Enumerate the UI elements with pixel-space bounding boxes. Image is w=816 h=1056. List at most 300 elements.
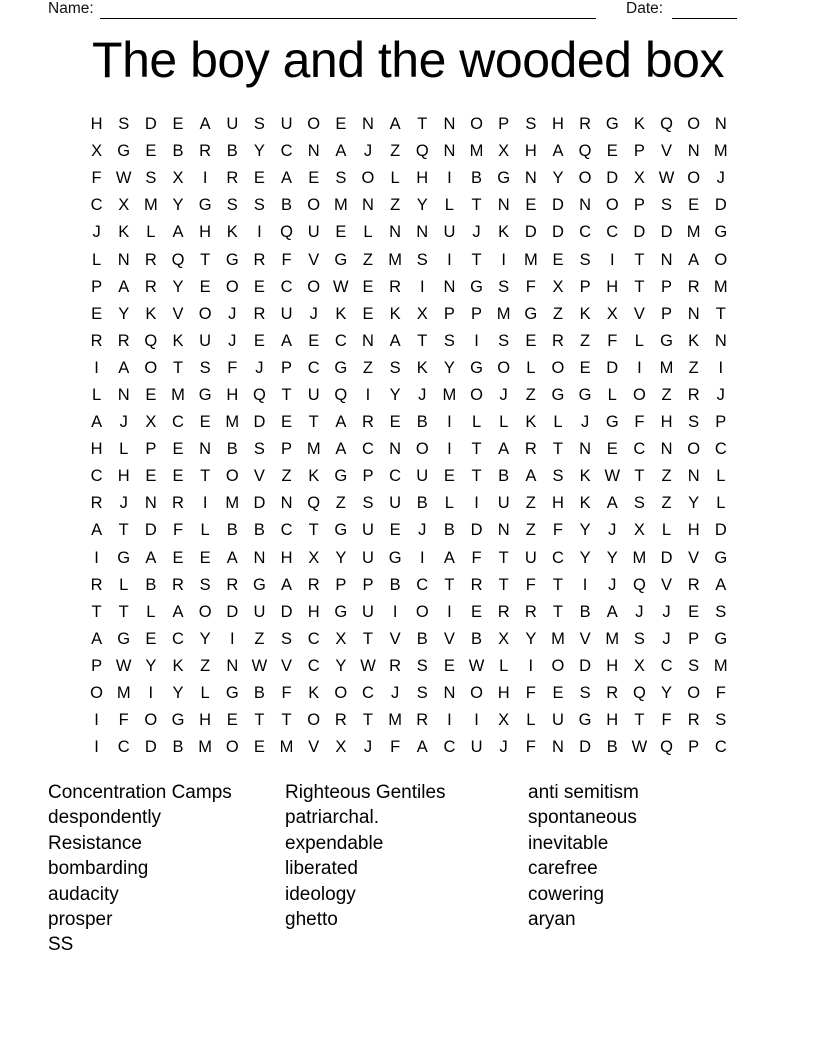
grid-letter: J [716,385,725,404]
grid-letter: S [416,250,428,269]
grid-letter: K [145,304,157,323]
grid-letter: I [637,358,642,377]
grid-letter: G [252,575,266,594]
grid-letter: V [579,629,591,648]
grid-letter: M [388,250,402,269]
grid-letter: D [524,223,537,242]
grid-letter: Y [606,548,618,567]
grid-letter: A [172,602,184,621]
grid-letter: H [660,413,673,432]
grid-letter: O [307,711,321,730]
grid-letter: L [716,467,726,486]
grid-letter: Z [661,494,672,513]
grid-letter: I [447,169,452,188]
grid-letter: T [444,575,455,594]
grid-letter: A [389,115,401,134]
grid-letter: M [198,738,212,757]
grid-letter: F [227,358,238,377]
grid-letter: N [552,738,564,757]
grid-letter: X [91,142,103,161]
grid-letter: L [444,196,454,215]
grid-letter: Y [199,629,211,648]
grid-letter: A [199,115,211,134]
grid-letter: A [281,575,293,594]
grid-letter: R [579,115,592,134]
grid-letter: N [497,196,510,215]
grid-letter: C [280,142,293,161]
grid-letter: H [90,115,103,134]
grid-letter: X [145,413,157,432]
grid-letter: I [501,250,506,269]
grid-letter: G [117,142,131,161]
grid-letter: I [474,711,479,730]
grid-letter: J [228,304,237,323]
grid-letter: L [661,521,672,540]
grid-letter: B [579,602,591,621]
word-list [48,780,639,958]
grid-letter: J [363,738,373,757]
grid-letter: V [661,575,673,594]
grid-letter: X [118,196,130,215]
grid-letter: A [525,467,537,486]
grid-letter: M [551,629,565,648]
grid-letter: Z [390,196,401,215]
grid-letter: G [660,331,673,350]
grid-letter: R [470,575,483,594]
grid-letter: S [443,331,455,350]
grid-letter: S [253,196,265,215]
grid-letter: U [362,548,374,567]
grid-letter: N [443,142,456,161]
grid-letter: O [198,304,212,323]
grid-letter: P [362,467,374,486]
grid-letter: C [714,738,727,757]
grid-letter: T [634,467,645,486]
grid-letter: S [579,250,591,269]
grid-letter: S [118,115,130,134]
grid-letter: X [498,142,510,161]
grid-letter: L [607,385,617,404]
grid-letter: F [281,250,292,269]
grid-letter: M [605,629,620,648]
grid-letter: R [362,413,374,432]
grid-letter: D [579,656,592,675]
grid-letter: I [148,684,154,703]
grid-letter: L [119,575,129,594]
grid-letter: S [416,684,428,703]
grid-letter: W [115,169,132,188]
grid-letter: A [715,575,727,594]
grid-letter: N [443,115,456,134]
grid-letter: Y [525,629,537,648]
grid-letter: O [415,440,429,459]
grid-letter: K [335,304,347,323]
word-list-item: carefree [528,858,598,880]
grid-letter: V [661,142,673,161]
grid-letter: O [470,385,483,404]
grid-letter: U [253,602,266,621]
grid-letter: W [360,656,376,675]
grid-letter: C [389,467,402,486]
grid-letter: F [607,331,618,350]
grid-letter: S [416,656,428,675]
grid-letter: B [281,196,293,215]
grid-letter: X [416,304,428,323]
grid-letter: O [497,358,511,377]
grid-letter: D [552,196,564,215]
grid-letter: E [145,385,157,404]
grid-letter: K [688,331,700,350]
grid-letter: R [90,494,103,513]
word-list-item: aryan [528,909,576,931]
grid-letter: R [172,575,184,594]
grid-letter: N [524,169,537,188]
grid-letter: F [552,521,563,540]
grid-letter: K [172,656,184,675]
word-list-item: inevitable [528,832,609,854]
grid-letter: Z [362,358,374,377]
grid-letter: V [389,629,401,648]
grid-letter: C [90,467,103,486]
grid-letter: C [90,196,103,215]
word-search-grid [83,111,734,761]
grid-letter: T [634,711,645,730]
grid-letter: G [578,711,592,730]
word-list-item: Concentration Camps [48,782,232,803]
grid-letter: U [389,494,402,513]
grid-letter: U [199,331,212,350]
grid-letter: T [254,711,265,730]
grid-letter: C [172,413,184,432]
grid-letter: C [660,656,673,675]
grid-letter: E [443,656,455,675]
puzzle-title: The boy and the wooded box [92,32,724,88]
grid-letter: R [117,331,130,350]
grid-letter: U [470,738,483,757]
grid-letter: B [226,440,238,459]
grid-letter: C [552,548,564,567]
grid-letter: T [634,277,645,296]
grid-letter: N [687,467,700,486]
grid-letter: G [225,684,239,703]
grid-letter: F [118,711,129,730]
grid-letter: R [416,711,429,730]
grid-letter: Z [335,494,346,513]
grid-letter: G [171,711,185,730]
grid-letter: C [443,738,456,757]
grid-letter: E [552,684,564,703]
grid-letter: F [281,684,292,703]
grid-letter: O [361,169,375,188]
grid-letter: D [660,223,673,242]
grid-letter: H [280,548,293,567]
grid-letter: B [606,738,618,757]
grid-letter: L [634,331,644,350]
grid-letter: O [334,684,348,703]
grid-letter: L [91,250,102,269]
grid-letter: M [523,250,538,269]
grid-letter: S [335,169,347,188]
grid-letter: D [660,548,673,567]
grid-letter: K [498,223,510,242]
grid-letter: I [392,602,398,621]
grid-letter: C [117,738,130,757]
grid-letter: V [281,656,293,675]
grid-letter: T [362,711,374,730]
grid-letter: T [417,331,428,350]
grid-letter: E [199,277,211,296]
grid-letter: L [471,413,482,432]
grid-letter: Q [334,385,348,404]
grid-letter: H [606,277,619,296]
grid-letter: W [333,277,349,296]
grid-letter: N [714,331,727,350]
grid-letter: K [416,358,428,377]
grid-letter: L [553,413,563,432]
grid-letter: H [307,602,320,621]
grid-letter: B [145,575,157,594]
grid-letter: T [715,304,726,323]
grid-letter: U [443,223,456,242]
grid-letter: B [253,521,265,540]
grid-letter: A [145,548,157,567]
grid-letter: R [144,250,157,269]
grid-letter: R [687,277,700,296]
grid-letter: A [118,358,130,377]
grid-letter: P [661,277,673,296]
grid-letter: H [416,169,429,188]
grid-letter: M [225,494,240,513]
grid-letter: U [524,548,537,567]
grid-letter: P [362,575,374,594]
grid-letter: T [200,250,211,269]
grid-letter: F [525,738,536,757]
grid-letter: E [579,358,591,377]
grid-letter: K [389,304,401,323]
grid-letter: O [632,385,646,404]
grid-letter: W [631,738,648,757]
grid-letter: O [687,684,701,703]
grid-letter: X [633,521,645,540]
grid-letter: H [226,385,239,404]
grid-letter: L [526,711,536,730]
grid-letter: A [335,413,347,432]
grid-letter: C [714,440,727,459]
grid-letter: T [471,250,482,269]
grid-letter: K [579,467,591,486]
grid-letter: Y [172,196,184,215]
grid-letter: R [90,575,103,594]
grid-letter: N [389,440,402,459]
grid-letter: H [117,467,130,486]
grid-letter: F [172,521,184,540]
grid-letter: D [144,738,157,757]
grid-letter: K [525,413,537,432]
grid-letter: L [200,521,210,540]
grid-letter: I [447,440,452,459]
grid-letter: A [606,602,618,621]
word-list-item: expendable [285,832,384,854]
grid-letter: R [687,711,700,730]
grid-letter: O [470,115,483,134]
grid-letter: Q [632,575,646,594]
grid-letter: R [389,277,402,296]
grid-letter: S [362,494,374,513]
grid-letter: P [633,196,645,215]
grid-letter: P [688,738,700,757]
grid-letter: F [661,711,672,730]
grid-letter: M [659,358,674,377]
grid-letter: T [471,440,482,459]
grid-letter: D [552,223,564,242]
grid-letter: S [633,629,645,648]
grid-letter: Y [118,304,130,323]
date-label: Date: [626,0,664,17]
grid-letter: W [658,169,675,188]
grid-letter: S [688,656,700,675]
grid-letter: U [280,304,293,323]
grid-letter: G [714,548,728,567]
grid-letter: U [497,494,510,513]
grid-letter: M [496,304,511,323]
grid-letter: M [713,142,728,161]
grid-letter: M [143,196,158,215]
grid-letter: O [144,358,158,377]
grid-letter: O [307,277,321,296]
grid-letter: N [660,440,673,459]
grid-letter: Z [390,142,401,161]
grid-letter: T [281,385,292,404]
grid-letter: G [714,223,728,242]
grid-letter: A [335,440,347,459]
grid-letter: F [91,169,102,188]
grid-letter: L [146,602,156,621]
grid-letter: A [389,331,401,350]
grid-letter: I [257,223,262,242]
grid-letter: I [365,385,371,404]
grid-letter: B [172,738,184,757]
grid-letter: S [633,494,645,513]
grid-letter: P [281,440,293,459]
grid-letter: C [362,684,374,703]
grid-letter: F [715,684,726,703]
grid-letter: E [443,467,455,486]
grid-letter: E [172,440,184,459]
grid-letter: T [552,602,563,621]
grid-letter: Y [443,358,455,377]
grid-letter: Z [254,629,265,648]
grid-letter: I [474,331,479,350]
grid-letter: C [172,629,184,648]
grid-letter: N [443,684,456,703]
word-list-item: ghetto [285,909,338,931]
grid-letter: E [226,711,238,730]
grid-letter: S [281,629,293,648]
grid-letter: B [226,142,238,161]
grid-letter: X [498,711,510,730]
grid-letter: R [253,304,266,323]
grid-letter: U [552,711,564,730]
grid-letter: N [687,304,700,323]
grid-letter: Q [660,738,673,757]
grid-letter: T [471,467,482,486]
grid-letter: G [470,277,483,296]
grid-letter: O [307,196,321,215]
grid-letter: H [90,440,103,459]
word-list-item: Resistance [48,832,142,854]
grid-letter: C [280,521,293,540]
grid-letter: I [94,738,99,757]
grid-letter: S [199,358,211,377]
grid-letter: G [334,521,348,540]
grid-letter: M [713,656,728,675]
grid-letter: M [116,684,131,703]
grid-letter: A [335,142,347,161]
grid-letter: X [633,169,645,188]
grid-letter: Y [145,656,157,675]
grid-letter: U [307,223,320,242]
grid-letter: Z [362,250,374,269]
grid-letter: J [119,494,128,513]
grid-letter: O [415,602,429,621]
grid-letter: B [226,521,238,540]
grid-letter: X [308,548,320,567]
grid-letter: R [687,575,700,594]
grid-letter: L [716,494,726,513]
grid-letter: Q [660,115,673,134]
grid-letter: Y [253,142,265,161]
grid-letter: R [199,142,212,161]
grid-letter: B [498,467,510,486]
grid-letter: J [662,602,671,621]
grid-letter: Q [280,223,293,242]
grid-letter: N [714,115,727,134]
grid-letter: D [714,196,727,215]
grid-letter: J [608,521,617,540]
grid-letter: U [362,521,374,540]
grid-letter: B [471,169,483,188]
grid-letter: A [91,629,103,648]
grid-letter: L [390,169,400,188]
grid-letter: V [308,738,320,757]
grid-letter: L [119,440,129,459]
grid-letter: K [633,115,645,134]
grid-letter: N [144,494,157,513]
grid-letter: U [362,602,374,621]
grid-letter: H [687,521,700,540]
grid-letter: P [579,277,591,296]
grid-letter: N [497,521,510,540]
word-list-item: cowering [528,883,605,905]
grid-letter: B [416,494,428,513]
grid-letter: G [714,629,728,648]
grid-letter: K [579,494,591,513]
grid-letter: L [499,656,509,675]
grid-letter: P [335,575,347,594]
grid-letter: S [661,196,673,215]
grid-letter: E [525,196,537,215]
grid-letter: E [552,250,564,269]
grid-letter: D [606,358,619,377]
grid-letter: P [471,304,483,323]
grid-letter: D [253,413,266,432]
grid-letter: G [524,304,538,323]
grid-letter: B [253,684,265,703]
grid-letter: I [474,494,479,513]
grid-letter: Q [307,494,321,513]
grid-letter: M [469,142,484,161]
grid-letter: M [632,548,647,567]
